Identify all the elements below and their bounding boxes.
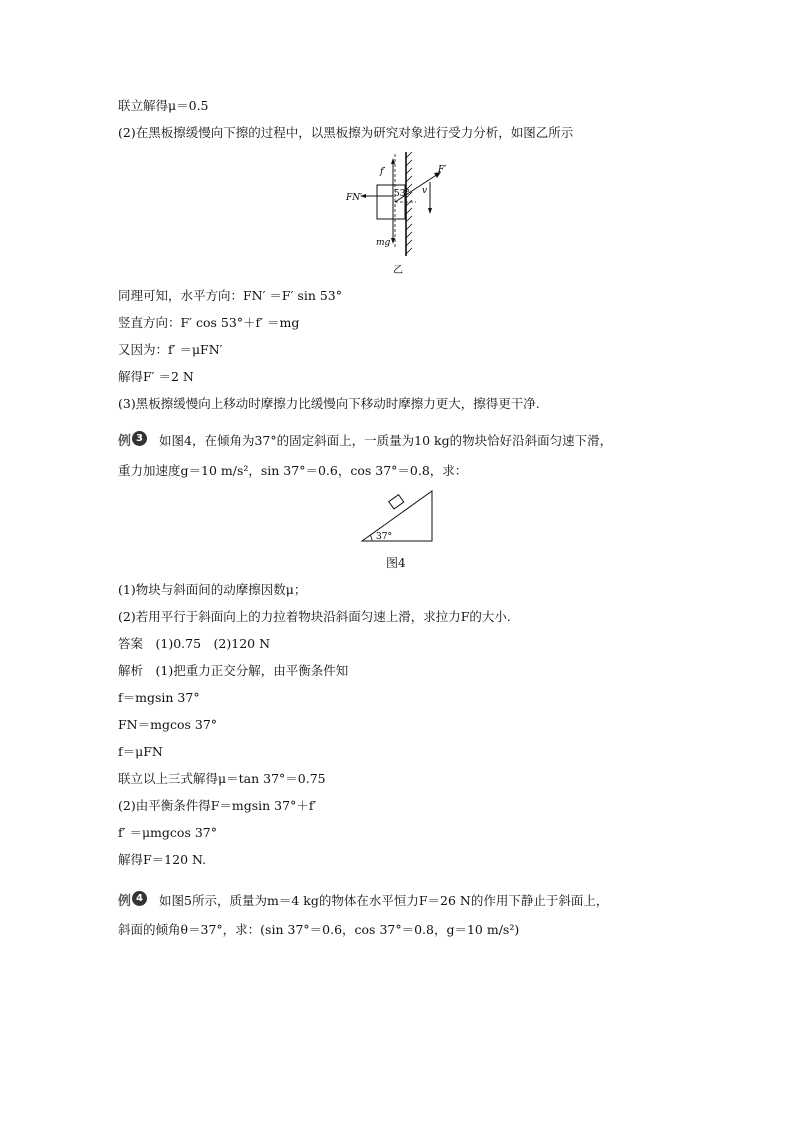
example-4-header xyxy=(118,890,608,909)
text-line: f′ ＝μmgcos 37° xyxy=(118,825,217,840)
text-line: 联立以上三式解得μ＝tan 37°＝0.75 xyxy=(118,771,326,786)
analysis-line: 解析 (1)把重力正交分解，由平衡条件知 xyxy=(118,663,349,678)
answer-line: 答案 (1)0.75 (2)120 N xyxy=(118,636,271,651)
text-line: 斜面的倾角θ＝37°，求：(sin 37°＝0.6，cos 37°＝0.8，g＝10 m/s²) xyxy=(118,922,520,937)
label-angle-37: 37° xyxy=(376,532,392,542)
figure-caption: 乙 xyxy=(393,265,403,276)
label-angle-53: 53° xyxy=(394,189,410,199)
label-f-prime: f′ xyxy=(380,167,386,177)
label-v: v xyxy=(422,186,428,196)
figure-yi-force-diagram xyxy=(340,148,460,278)
example-number-badge: 3 xyxy=(132,431,147,446)
figure-4-incline xyxy=(360,488,440,544)
text-line: 竖直方向：F′ cos 53°＋f′ ＝mg xyxy=(118,315,300,330)
example-number-badge: 4 xyxy=(132,891,147,906)
text-line: 重力加速度g＝10 m/s²，sin 37°＝0.6，cos 37°＝0.8，求： xyxy=(118,463,468,478)
example-badge-label: 例 xyxy=(118,434,132,449)
text-line: 同理可知，水平方向：FN′ ＝F′ sin 53° xyxy=(118,288,342,303)
text-line: (2)在黑板擦缓慢向下擦的过程中，以黑板擦为研究对象进行受力分析，如图乙所示 xyxy=(118,125,574,140)
example-badge-label: 例 xyxy=(118,894,132,909)
text-line: 解得F＝120 N. xyxy=(118,852,207,867)
text-line: 联立解得μ＝0.5 xyxy=(118,98,209,113)
example-3-text: 如图4，在倾角为37°的固定斜面上，一质量为10 kg的物块恰好沿斜面匀速下滑， xyxy=(159,432,613,448)
text-line: f＝μFN xyxy=(118,744,163,759)
text-line: (1)物块与斜面间的动摩擦因数μ； xyxy=(118,582,307,597)
figure-caption: 图4 xyxy=(386,556,406,570)
text-line: (3)黑板擦缓慢向上移动时摩擦力比缓慢向下移动时摩擦力更大，擦得更干净. xyxy=(118,396,540,411)
text-line: (2)若用平行于斜面向上的力拉着物块沿斜面匀速上滑，求拉力F的大小. xyxy=(118,609,511,624)
example-4-text: 如图5所示，质量为m＝4 kg的物体在水平恒力F＝26 N的作用下静止于斜面上， xyxy=(159,892,609,908)
text-line: 解得F′ ＝2 N xyxy=(118,369,194,384)
text-line: (2)由平衡条件得F＝mgsin 37°＋f′ xyxy=(118,798,317,813)
text-line: FN＝mgcos 37° xyxy=(118,717,218,732)
label-fn-prime: FN′ xyxy=(346,193,363,203)
text-line: 又因为：f′ ＝μFN′ xyxy=(118,342,223,357)
label-F-prime: F′ xyxy=(438,165,447,175)
label-mg: mg xyxy=(376,238,391,248)
example-3-header xyxy=(118,430,612,449)
text-line: f＝mgsin 37° xyxy=(118,690,200,705)
